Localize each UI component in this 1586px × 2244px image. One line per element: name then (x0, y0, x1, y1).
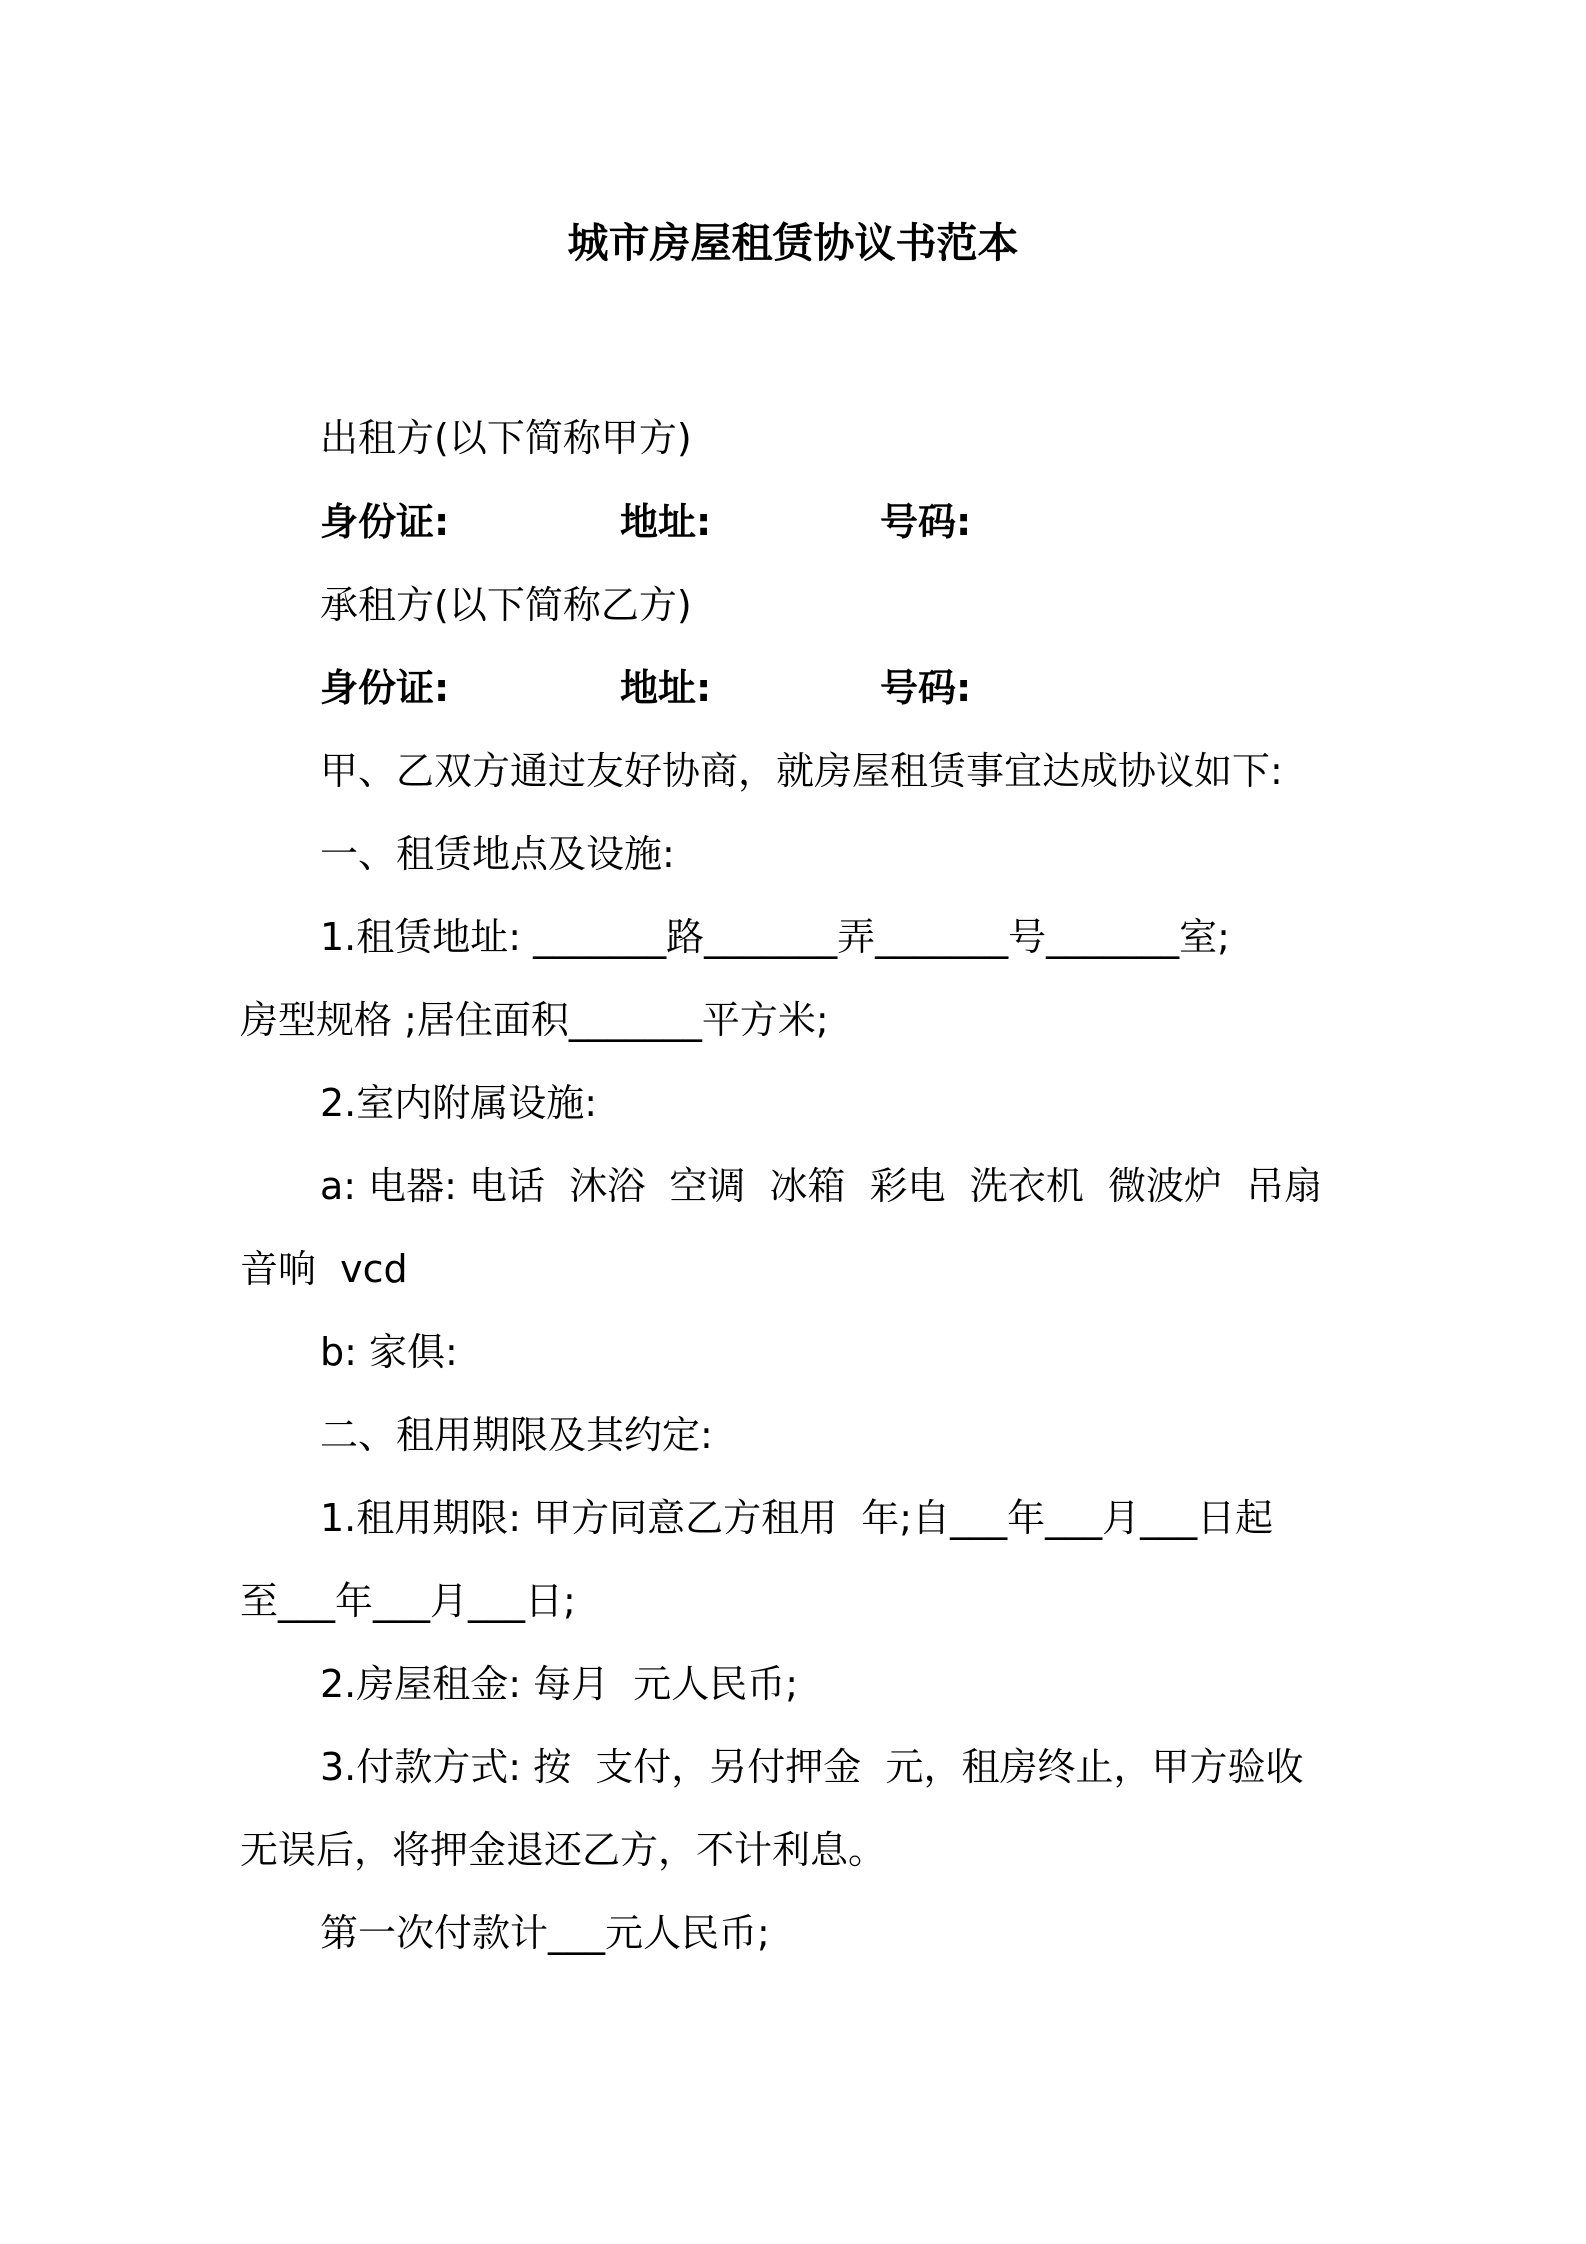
lessee-phone-label: 号码: (880, 666, 972, 710)
lessor-address-label: 地址: (620, 500, 712, 544)
item1-2a-line2: 音响 vcd (240, 1247, 408, 1291)
item1-2a-line1: a: 电器: 电话 沐浴 空调 冰箱 彩电 洗衣机 微波炉 吊扇 (320, 1164, 1323, 1208)
lessee-heading: 承租方(以下简称乙方) (320, 583, 692, 627)
item1-2b: b: 家俱: (320, 1330, 458, 1374)
lessor-id-label: 身份证: (320, 500, 450, 544)
lessor-heading: 出租方(以下简称甲方) (320, 416, 692, 460)
item2-first-payment: 第一次付款计___元人民币; (320, 1911, 770, 1955)
item2-3-line2: 无误后，将押金退还乙方，不计利息。 (240, 1828, 887, 1872)
item1-2: 2.室内附属设施: (320, 1081, 598, 1125)
section2-heading: 二、租用期限及其约定: (320, 1413, 713, 1457)
item2-1-line2: 至___年___月___日; (240, 1579, 576, 1623)
lessor-phone-label: 号码: (880, 500, 972, 544)
item1-1-line2: 房型规格 ;居住面积_______平方米; (240, 998, 829, 1042)
document-title: 城市房屋租赁协议书范本 (567, 219, 1019, 267)
item1-1-line1: 1.租赁地址: _______路_______弄_______号_______室; (320, 915, 1230, 959)
section1-heading: 一、租赁地点及设施: (320, 832, 675, 876)
item2-3-line1: 3.付款方式: 按 支付，另付押金 元，租房终止，甲方验收 (320, 1745, 1304, 1789)
intro-paragraph: 甲、乙双方通过友好协商，就房屋租赁事宜达成协议如下: (320, 749, 1283, 793)
lessee-id-label: 身份证: (320, 666, 450, 710)
item2-2: 2.房屋租金: 每月 元人民币; (320, 1662, 799, 1706)
item2-1-line1: 1.租用期限: 甲方同意乙方租用 年;自___年___月___日起 (320, 1496, 1274, 1540)
lessee-address-label: 地址: (620, 666, 712, 710)
